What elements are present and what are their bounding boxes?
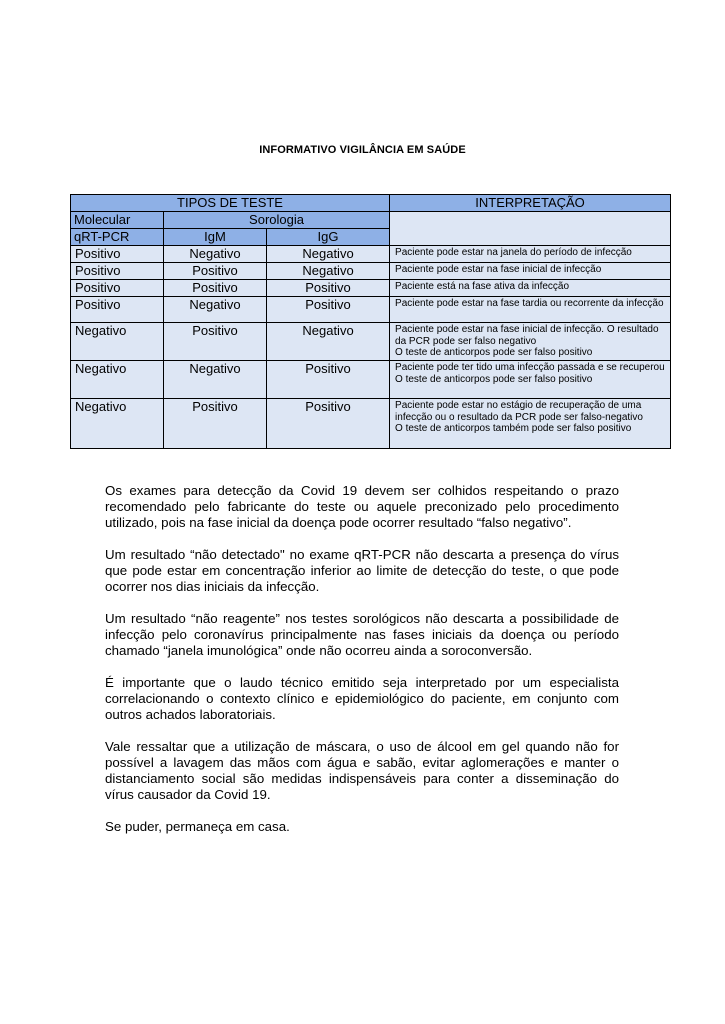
- interpretation-line: Paciente pode estar na fase tardia ou recorrente da infecção: [395, 298, 664, 309]
- cell-interpretacao: [390, 280, 671, 297]
- cell-interpretacao: [390, 297, 671, 323]
- interpretation-line: Paciente pode estar na janela do período de infecção: [395, 247, 632, 258]
- cell-igm: Positivo: [164, 263, 267, 280]
- cell-interpretacao: [390, 263, 671, 280]
- cell-qrt-pcr: Positivo: [71, 263, 164, 280]
- cell-qrt-pcr: Negativo: [71, 323, 164, 361]
- cell-interpretacao: [390, 399, 671, 449]
- interpretation-line: O teste de anticorpos pode ser falso positivo: [395, 373, 593, 385]
- cell-igg: Negativo: [267, 246, 390, 263]
- paragraph: Os exames para detecção da Covid 19 devem ser colhidos respeitando o prazo recomendado pelo fabricante do teste ou aquele preconizado pelo procedimento utilizado, pois na fase inicial da doença pode ocorrer resultado “falso negativo”.: [105, 483, 619, 530]
- header-interpretacao-blank: [390, 212, 671, 246]
- cell-igm: Negativo: [164, 361, 267, 399]
- cell-qrt-pcr: Positivo: [71, 280, 164, 297]
- interpretation-line: Paciente pode estar no estágio de recuperação de uma infecção ou o resultado da PCR pode ser falso-negativo: [395, 400, 643, 423]
- cell-igm: Positivo: [164, 323, 267, 361]
- table-row: [71, 297, 671, 323]
- cell-igg: Positivo: [267, 297, 390, 323]
- table-row: [71, 246, 671, 263]
- interpretation-line: Paciente está na fase ativa da infecção: [395, 281, 570, 292]
- header-igg: IgG: [267, 229, 390, 246]
- cell-igm: Positivo: [164, 399, 267, 449]
- paragraph: Um resultado “não reagente” nos testes sorológicos não descarta a possibilidade de infecção pelo coronavírus principalmente nas fases iniciais da doença ou período chamado “janela imunológica” onde não ocorreu ainda a soroconversão.: [105, 611, 619, 658]
- interpretation-line: Paciente pode ter tido uma infecção passada e se recuperou: [395, 362, 665, 373]
- cell-qrt-pcr: Positivo: [71, 246, 164, 263]
- cell-igg: Positivo: [267, 361, 390, 399]
- cell-interpretacao: [390, 361, 671, 399]
- cell-qrt-pcr: Positivo: [71, 297, 164, 323]
- cell-qrt-pcr: Negativo: [71, 361, 164, 399]
- interpretation-line: Paciente pode estar na fase inicial de infecção. O resultado da PCR pode ser falso negativo: [395, 324, 659, 347]
- table-row: [71, 323, 671, 361]
- interpretation-line: Paciente pode estar na fase inicial de infecção: [395, 264, 602, 275]
- cell-interpretacao: [390, 323, 671, 361]
- header-sorologia: Sorologia: [164, 212, 390, 229]
- paragraph: É importante que o laudo técnico emitido seja interpretado por um especialista correlacionando o contexto clínico e epidemiológico do paciente, em conjunto com outros achados laboratoriais.: [105, 675, 619, 722]
- informative-text: [105, 483, 619, 835]
- header-molecular: Molecular: [71, 212, 164, 229]
- cell-igm: Negativo: [164, 297, 267, 323]
- table-row: [71, 361, 671, 399]
- cell-qrt-pcr: Negativo: [71, 399, 164, 449]
- cell-igm: Positivo: [164, 280, 267, 297]
- paragraph: Vale ressaltar que a utilização de máscara, o uso de álcool em gel quando não for possível a lavagem das mãos com água e sabão, evitar aglomerações e manter o distanciamento social são medidas indispensáveis para conter a disseminação do vírus causador da Covid 19.: [105, 739, 619, 802]
- test-interpretation-table: [70, 194, 671, 449]
- table-body: [71, 246, 671, 449]
- table-row: [71, 280, 671, 297]
- document-title: INFORMATIVO VIGILÂNCIA EM SAÚDE: [259, 144, 466, 156]
- cell-igm: Negativo: [164, 246, 267, 263]
- cell-igg: Positivo: [267, 280, 390, 297]
- header-row-middle: [71, 212, 671, 229]
- header-igm: IgM: [164, 229, 267, 246]
- header-interpretacao: INTERPRETAÇÃO: [390, 195, 671, 212]
- paragraph: Um resultado “não detectado" no exame qRT-PCR não descarta a presença do vírus que pode estar em concentração inferior ao limite de detecção do teste, o que pode ocorrer nos dias iniciais da infecção.: [105, 547, 619, 594]
- table-row: [71, 399, 671, 449]
- cell-igg: Negativo: [267, 263, 390, 280]
- cell-interpretacao: [390, 246, 671, 263]
- interpretation-line: O teste de anticorpos pode ser falso positivo: [395, 347, 593, 358]
- header-qrt-pcr: qRT-PCR: [71, 229, 164, 246]
- cell-igg: Positivo: [267, 399, 390, 449]
- cell-igg: Negativo: [267, 323, 390, 361]
- header-tipos-de-teste: TIPOS DE TESTE: [71, 195, 390, 212]
- table-row: [71, 263, 671, 280]
- paragraph: Se puder, permaneça em casa.: [105, 819, 290, 834]
- header-row-top: [71, 195, 671, 212]
- interpretation-line: O teste de anticorpos também pode ser falso positivo: [395, 423, 632, 434]
